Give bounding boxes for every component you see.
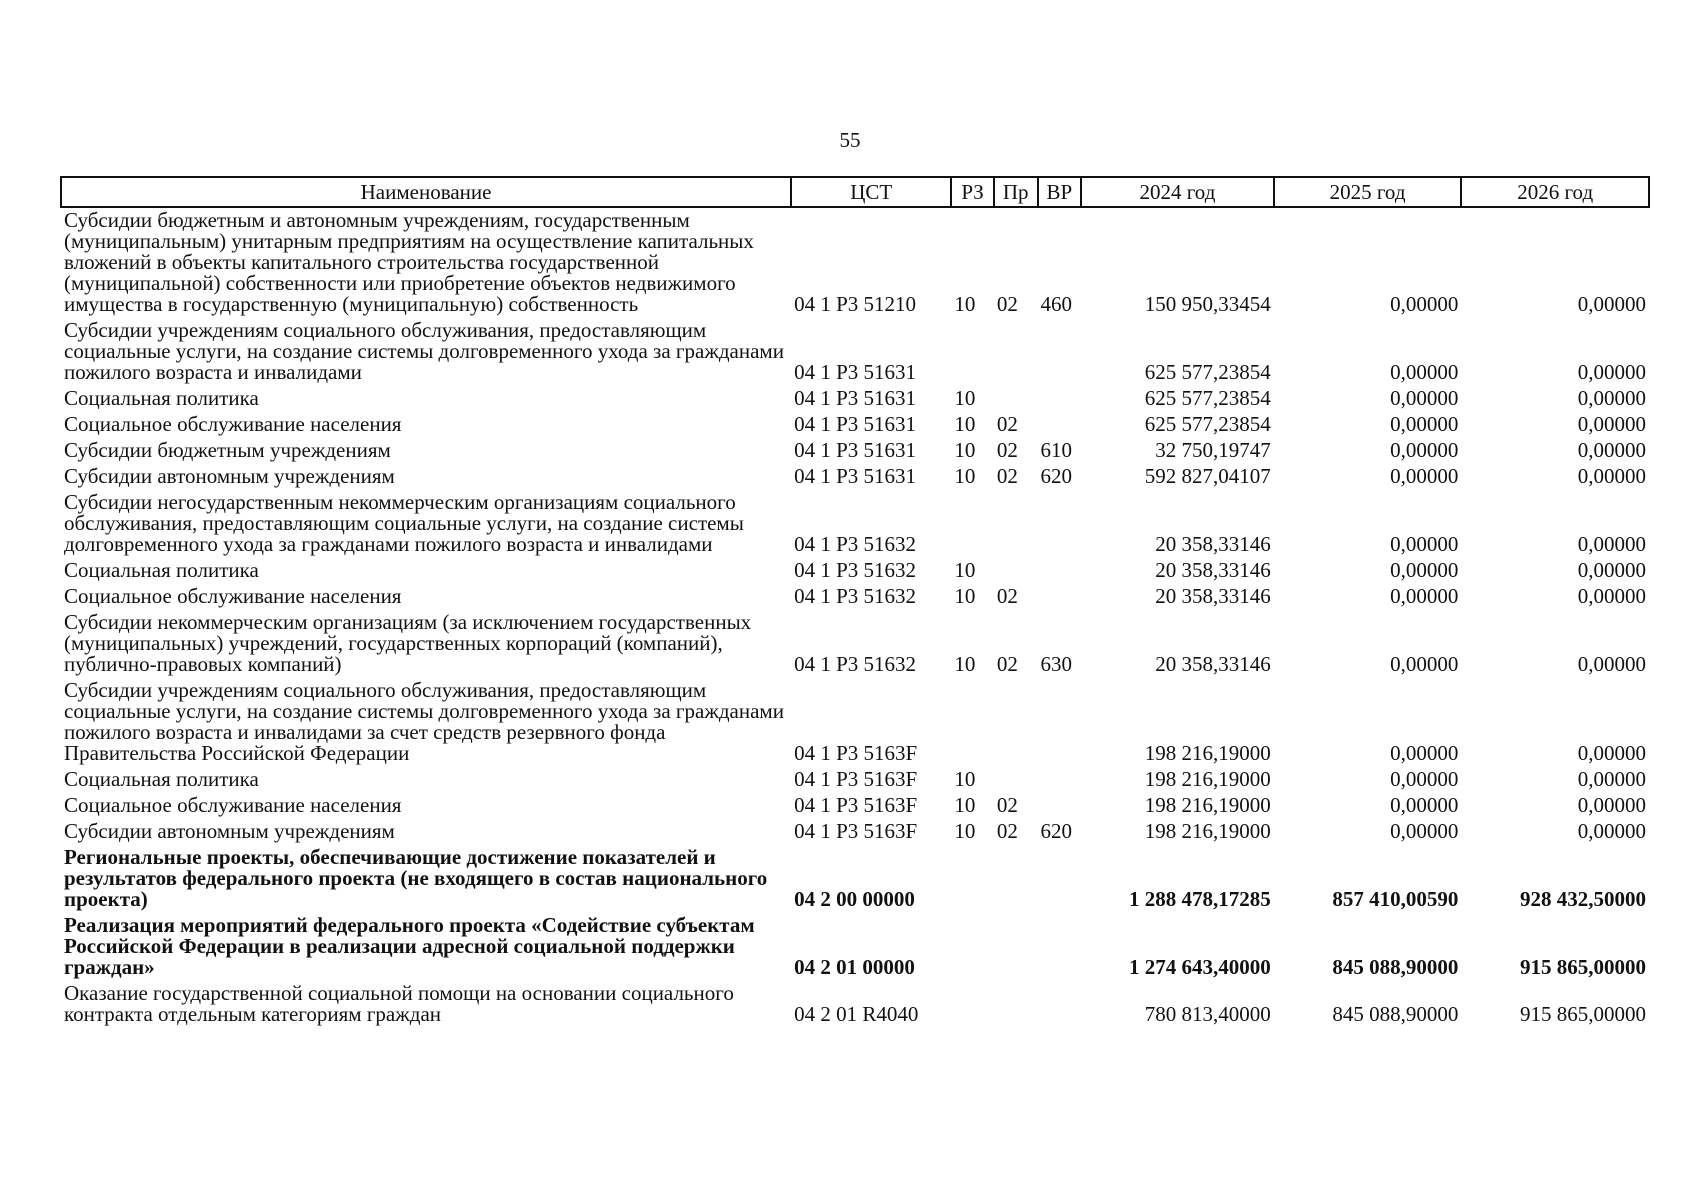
- cell-2024: 625 577,23854: [1144, 412, 1271, 436]
- cell-2024: 1 274 643,40000: [1129, 955, 1271, 979]
- table-row: [61, 412, 1649, 438]
- cell-2025: 0,00000: [1390, 652, 1459, 676]
- cell-vr: [1038, 678, 1082, 767]
- cell-rz: 10: [954, 819, 976, 843]
- cell-rz: 10: [954, 584, 976, 608]
- cell-cst: 04 1 Р3 51632: [794, 584, 917, 608]
- cell-cst: 04 1 Р3 51631: [794, 464, 917, 488]
- table-row: [61, 490, 1649, 558]
- table-row: [61, 386, 1649, 412]
- cell-2024: 592 827,04107: [1144, 464, 1271, 488]
- cell-cst: 04 2 01 00000: [794, 955, 915, 979]
- cell-pr: 02: [996, 292, 1018, 316]
- cell-pr: [994, 678, 1038, 767]
- cell-name: Субсидии автономным учреждениям: [64, 819, 395, 843]
- cell-rz: [951, 845, 994, 913]
- cell-2024: 20 358,33146: [1155, 584, 1271, 608]
- cell-rz: [951, 318, 994, 386]
- cell-name: Социальное обслуживание населения: [64, 793, 402, 817]
- table-row: [61, 981, 1649, 1028]
- cell-pr: 02: [996, 652, 1018, 676]
- cell-vr: 630: [1040, 652, 1072, 676]
- cell-rz: 10: [954, 793, 976, 817]
- cell-2025: 0,00000: [1390, 741, 1459, 765]
- column-header-pr: Пр: [994, 177, 1038, 207]
- table-row: [61, 207, 1649, 318]
- cell-vr: 620: [1040, 464, 1072, 488]
- cell-2026: 0,00000: [1577, 767, 1646, 791]
- cell-2026: 915 865,00000: [1520, 1002, 1646, 1026]
- cell-vr: [1038, 793, 1082, 819]
- cell-pr: [994, 558, 1038, 584]
- table-row: [61, 845, 1649, 913]
- cell-2025: 0,00000: [1390, 584, 1459, 608]
- cell-rz: [951, 678, 994, 767]
- column-header-2026: 2026 год: [1461, 177, 1649, 207]
- cell-rz: 10: [954, 292, 976, 316]
- cell-cst: 04 2 01 R4040: [794, 1002, 919, 1026]
- cell-2024: 1 288 478,17285: [1129, 887, 1271, 911]
- table-row: [61, 318, 1649, 386]
- cell-2026: 0,00000: [1577, 412, 1646, 436]
- cell-vr: 620: [1040, 819, 1072, 843]
- cell-pr: [994, 386, 1038, 412]
- cell-2025: 0,00000: [1390, 386, 1459, 410]
- cell-pr: [994, 845, 1038, 913]
- cell-pr: 02: [996, 464, 1018, 488]
- cell-name: Реализация мероприятий федерального проекта «Содействие субъектам Российской Федерации в реализации адресной социальной поддержки граждан»: [64, 913, 755, 979]
- cell-rz: [951, 913, 994, 981]
- cell-pr: 02: [996, 793, 1018, 817]
- cell-2024: 20 358,33146: [1155, 558, 1271, 582]
- cell-vr: [1038, 584, 1082, 610]
- cell-name: Социальное обслуживание населения: [64, 584, 402, 608]
- cell-name: Оказание государственной социальной помощи на основании социального контракта отдельным категориям граждан: [64, 981, 734, 1026]
- cell-2026: 0,00000: [1577, 584, 1646, 608]
- cell-cst: 04 1 Р3 5163F: [794, 741, 918, 765]
- table-row: [61, 767, 1649, 793]
- cell-2026: 0,00000: [1577, 464, 1646, 488]
- cell-cst: 04 1 Р3 51631: [794, 412, 917, 436]
- cell-vr: [1038, 490, 1082, 558]
- cell-pr: [994, 913, 1038, 981]
- page-number: 55: [839, 128, 861, 152]
- cell-2024: 32 750,19747: [1155, 438, 1271, 462]
- cell-2024: 625 577,23854: [1144, 386, 1271, 410]
- cell-2026: 0,00000: [1577, 386, 1646, 410]
- cell-cst: 04 2 00 00000: [794, 887, 915, 911]
- cell-name: Субсидии учреждениям социального обслуживания, предоставляющим социальные услуги, на создание системы долговременного ухода за гражданами пожилого возраста и инвалидами: [64, 318, 784, 384]
- cell-name: Субсидии бюджетным учреждениям: [64, 438, 391, 462]
- cell-2025: 845 088,90000: [1332, 955, 1459, 979]
- table-row: [61, 438, 1649, 464]
- cell-rz: 10: [954, 767, 976, 791]
- cell-2024: 20 358,33146: [1155, 532, 1271, 556]
- cell-2024: 198 216,19000: [1144, 741, 1271, 765]
- cell-cst: 04 1 Р3 51631: [794, 438, 917, 462]
- cell-vr: 610: [1040, 438, 1072, 462]
- cell-2026: 0,00000: [1577, 438, 1646, 462]
- cell-vr: [1038, 845, 1082, 913]
- table-row: [61, 558, 1649, 584]
- table-row: [61, 819, 1649, 845]
- cell-name: Социальное обслуживание населения: [64, 412, 402, 436]
- cell-2026: 915 865,00000: [1520, 955, 1646, 979]
- cell-2025: 0,00000: [1390, 819, 1459, 843]
- cell-pr: 02: [996, 438, 1018, 462]
- cell-rz: 10: [954, 438, 976, 462]
- cell-2024: 20 358,33146: [1155, 652, 1271, 676]
- cell-2025: 0,00000: [1390, 360, 1459, 384]
- cell-2024: 625 577,23854: [1144, 360, 1271, 384]
- cell-2025: 0,00000: [1390, 532, 1459, 556]
- table-row: [61, 793, 1649, 819]
- cell-2025: 0,00000: [1390, 558, 1459, 582]
- column-header-name: Наименование: [61, 177, 791, 207]
- cell-name: Субсидии автономным учреждениям: [64, 464, 395, 488]
- cell-name: Социальная политика: [64, 386, 259, 410]
- cell-cst: 04 1 Р3 51632: [794, 558, 917, 582]
- cell-cst: 04 1 Р3 5163F: [794, 767, 918, 791]
- cell-name: Субсидии учреждениям социального обслуживания, предоставляющим социальные услуги, на создание системы долговременного ухода за гражданами пожилого возраста и инвалидами за счет средств резервного фонда Правительства Российской Федерации: [64, 678, 784, 765]
- cell-vr: [1038, 386, 1082, 412]
- cell-pr: 02: [996, 819, 1018, 843]
- cell-name: Социальная политика: [64, 767, 259, 791]
- cell-rz: 10: [954, 464, 976, 488]
- table-header-row: [61, 177, 1649, 207]
- column-header-cst: ЦСТ: [791, 177, 951, 207]
- table-row: [61, 464, 1649, 490]
- cell-rz: 10: [954, 386, 976, 410]
- cell-pr: [994, 490, 1038, 558]
- cell-vr: [1038, 412, 1082, 438]
- cell-2025: 845 088,90000: [1332, 1002, 1459, 1026]
- cell-2026: 0,00000: [1577, 532, 1646, 556]
- cell-2026: 0,00000: [1577, 652, 1646, 676]
- cell-name: Социальная политика: [64, 558, 259, 582]
- cell-vr: [1038, 913, 1082, 981]
- column-header-vr: ВР: [1038, 177, 1082, 207]
- cell-2025: 0,00000: [1390, 464, 1459, 488]
- table-row: [61, 913, 1649, 981]
- table-body: [61, 207, 1649, 1028]
- cell-2026: 0,00000: [1577, 741, 1646, 765]
- cell-2025: 0,00000: [1390, 767, 1459, 791]
- cell-2025: 0,00000: [1390, 412, 1459, 436]
- column-header-2025: 2025 год: [1274, 177, 1462, 207]
- cell-2026: 0,00000: [1577, 558, 1646, 582]
- cell-cst: 04 1 Р3 5163F: [794, 819, 918, 843]
- cell-rz: 10: [954, 652, 976, 676]
- cell-vr: 460: [1040, 292, 1072, 316]
- cell-name: Субсидии некоммерческим организациям (за исключением государственных (муниципальных) учреждений, государственных корпораций (компаний), публично-правовых компаний): [64, 610, 752, 676]
- cell-pr: [994, 318, 1038, 386]
- cell-name: Субсидии негосударственным некоммерческим организациям социального обслуживания, предоставляющим социальные услуги, на создание системы долговременного ухода за гражданами пожилого возраста и инвалидами: [64, 490, 744, 556]
- budget-table: [60, 176, 1650, 1028]
- cell-cst: 04 1 Р3 51631: [794, 386, 917, 410]
- cell-2024: 198 216,19000: [1144, 793, 1271, 817]
- cell-2025: 857 410,00590: [1332, 887, 1459, 911]
- cell-rz: 10: [954, 558, 976, 582]
- cell-cst: 04 1 Р3 51632: [794, 652, 917, 676]
- cell-rz: 10: [954, 412, 976, 436]
- cell-cst: 04 1 Р3 5163F: [794, 793, 918, 817]
- cell-cst: 04 1 Р3 51210: [794, 292, 917, 316]
- cell-2026: 0,00000: [1577, 819, 1646, 843]
- cell-cst: 04 1 Р3 51632: [794, 532, 917, 556]
- cell-2026: 0,00000: [1577, 793, 1646, 817]
- table-row: [61, 678, 1649, 767]
- cell-name: Субсидии бюджетным и автономным учреждениям, государственным (муниципальным) унитарным предприятиям на осуществление капитальных вложений в объекты капитального строительства государственной (муниципальной) собственности или приобретение объектов недвижимого имущества в государственную (муниципальную) собственность: [64, 208, 754, 316]
- cell-2024: 150 950,33454: [1144, 292, 1271, 316]
- cell-rz: [951, 490, 994, 558]
- cell-vr: [1038, 318, 1082, 386]
- cell-vr: [1038, 981, 1082, 1028]
- column-header-rz: РЗ: [951, 177, 994, 207]
- cell-rz: [951, 981, 994, 1028]
- cell-cst: 04 1 Р3 51631: [794, 360, 917, 384]
- cell-2024: 198 216,19000: [1144, 767, 1271, 791]
- cell-2025: 0,00000: [1390, 793, 1459, 817]
- cell-2026: 0,00000: [1577, 292, 1646, 316]
- cell-pr: 02: [996, 412, 1018, 436]
- cell-vr: [1038, 558, 1082, 584]
- cell-pr: [994, 767, 1038, 793]
- cell-2025: 0,00000: [1390, 292, 1459, 316]
- cell-vr: [1038, 767, 1082, 793]
- cell-2025: 0,00000: [1390, 438, 1459, 462]
- cell-name: Региональные проекты, обеспечивающие достижение показателей и результатов федерального проекта (не входящего в состав национального проекта): [64, 845, 768, 911]
- table-row: [61, 610, 1649, 678]
- column-header-2024: 2024 год: [1081, 177, 1274, 207]
- cell-2026: 0,00000: [1577, 360, 1646, 384]
- cell-pr: [994, 981, 1038, 1028]
- cell-2024: 198 216,19000: [1144, 819, 1271, 843]
- cell-2026: 928 432,50000: [1520, 887, 1646, 911]
- cell-2024: 780 813,40000: [1144, 1002, 1271, 1026]
- cell-pr: 02: [996, 584, 1018, 608]
- table-row: [61, 584, 1649, 610]
